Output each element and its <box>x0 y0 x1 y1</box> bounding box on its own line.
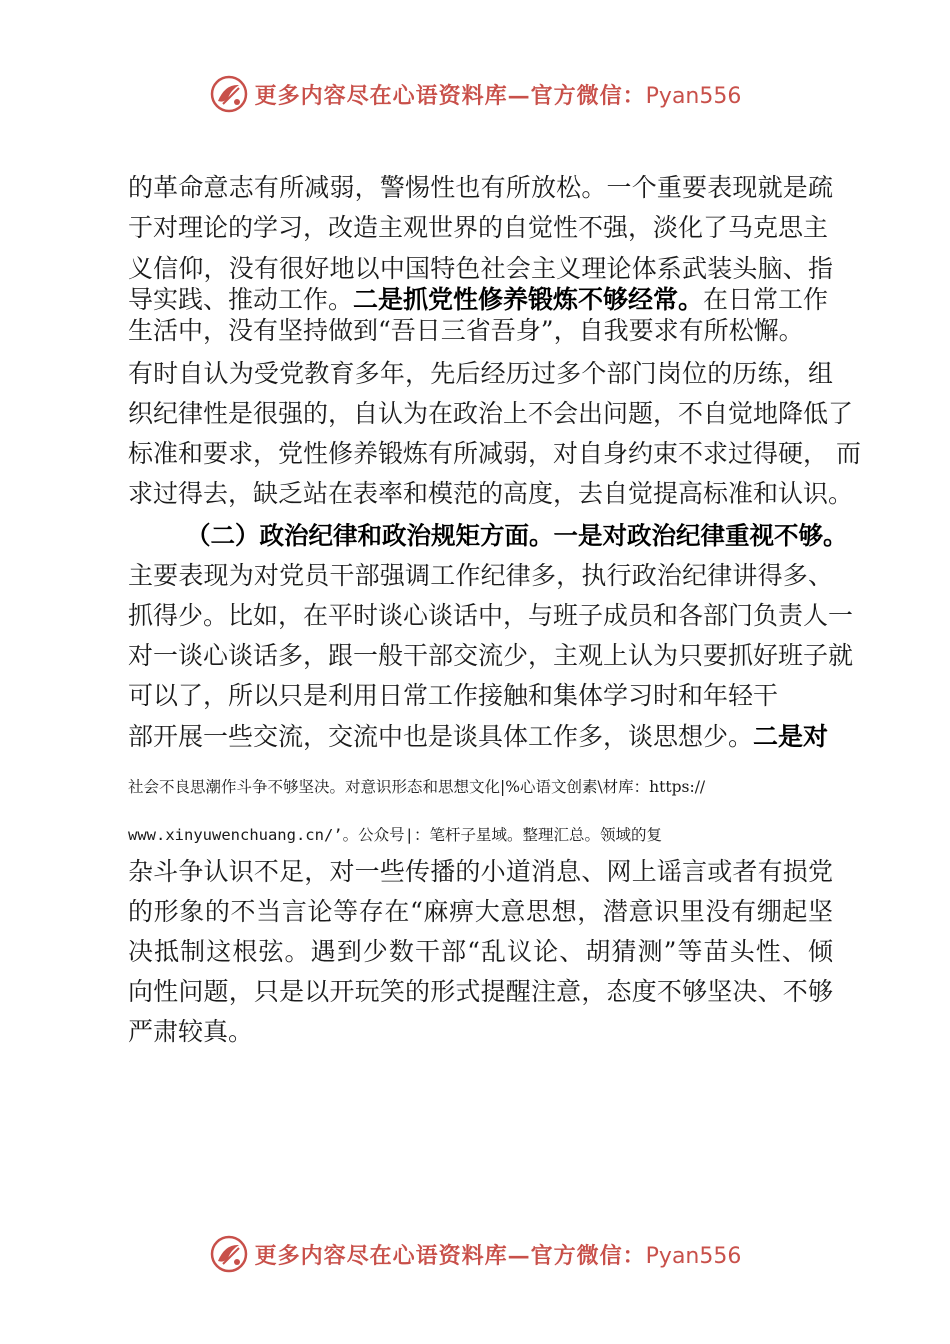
footer-banner <box>0 1232 950 1276</box>
body-line-19: 向性问题，只是以开玩笑的形式提醒注意，态度不够坚决、不够 <box>128 977 833 1006</box>
body-line-14: 可以了，所以只是利用日常工作接触和集体学习时和年轻干 <box>128 681 779 710</box>
body-line-8: 标准和要求，党性修养锻炼有所减弱，对自身约束不求过得硬， 而 <box>128 439 861 468</box>
body-line-15-bold: 二是对 <box>753 722 829 751</box>
body-line-1: 的革命意志有所减弱，警惕性也有所放松。一个重要表现就是疏 <box>128 173 833 202</box>
body-line-3: 义信仰，没有很好地以中国特色社会主义理论体系武装头脑、指 <box>128 254 833 283</box>
body-line-2: 于对理论的学习，改造主观世界的自觉性不强，淡化了马克思主 <box>128 213 829 242</box>
body-line-4c: 在日常工作 <box>703 285 829 314</box>
seal-logo-icon <box>209 74 249 114</box>
watermark-line-2: www.xinyuwenchuang.cn/’。公众号|：笔杆子星域。整理汇总。领域的复 <box>128 826 662 844</box>
body-line-4-bold: 二是抓党性修养锻炼不够经常。 <box>353 285 704 314</box>
body-line-15a: 部开展一些交流，交流中也是谈具体工作多，谈思想少。 <box>128 722 754 751</box>
banner-cn: 更多内容尽在心语资料库—官方微信： <box>254 82 646 109</box>
banner-wechat-id: Pyan556 <box>645 83 742 109</box>
body-line-12: 抓得少。比如，在平时谈心谈话中，与班子成员和各部门负责人一 <box>128 601 854 630</box>
header-banner <box>0 72 950 116</box>
body-line-6: 有时自认为受党教育多年，先后经历过多个部门岗位的历练，组 <box>128 359 833 388</box>
watermark-text-1: 社会不良思潮作斗争不够坚决。对意识形态和思想文化|%心语文创素\材库：https:// <box>128 778 706 796</box>
body-line-9: 求过得去，缺乏站在表率和模范的高度，去自觉提高标准和认识。 <box>128 479 854 508</box>
body-line-17: 的形象的不当言论等存在“麻痹大意思想，潜意识里没有绷起坚 <box>128 897 833 926</box>
body-line-16: 杂斗争认识不足，对一些传播的小道消息、网上谣言或者有损党 <box>128 857 833 886</box>
footer-wechat-id: Pyan556 <box>645 1243 742 1269</box>
footer-banner-text <box>255 1239 742 1270</box>
seal-logo-icon <box>209 1234 249 1274</box>
body-line-20: 严肃较真。 <box>128 1017 254 1046</box>
body-line-4a: 导实践、推动工作。 <box>128 285 354 314</box>
section-heading: （二）政治纪律和政治规矩方面。一是对政治纪律重视不够。 <box>186 521 848 550</box>
body-line-4 <box>128 283 828 317</box>
body-line-18: 决抵制这根弦。遇到少数干部“乱议论、胡猜测”等苗头性、倾 <box>128 937 833 966</box>
banner-text <box>255 79 742 110</box>
body-line-11: 主要表现为对党员干部强调工作纪律多，执行政治纪律讲得多、 <box>128 561 833 590</box>
body-line-7: 织纪律性是很强的，自认为在政治上不会出问题，不自觉地降低了 <box>128 399 854 428</box>
body-line-5: 生活中，没有坚持做到“吾日三省吾身”，自我要求有所松懈。 <box>128 316 804 345</box>
footer-banner-cn: 更多内容尽在心语资料库—官方微信： <box>254 1242 646 1269</box>
watermark-line-1 <box>128 776 705 798</box>
body-line-15 <box>128 720 828 754</box>
body-line-13: 对一谈心谈话多，跟一般干部交流少，主观上认为只要抓好班子就 <box>128 641 854 670</box>
